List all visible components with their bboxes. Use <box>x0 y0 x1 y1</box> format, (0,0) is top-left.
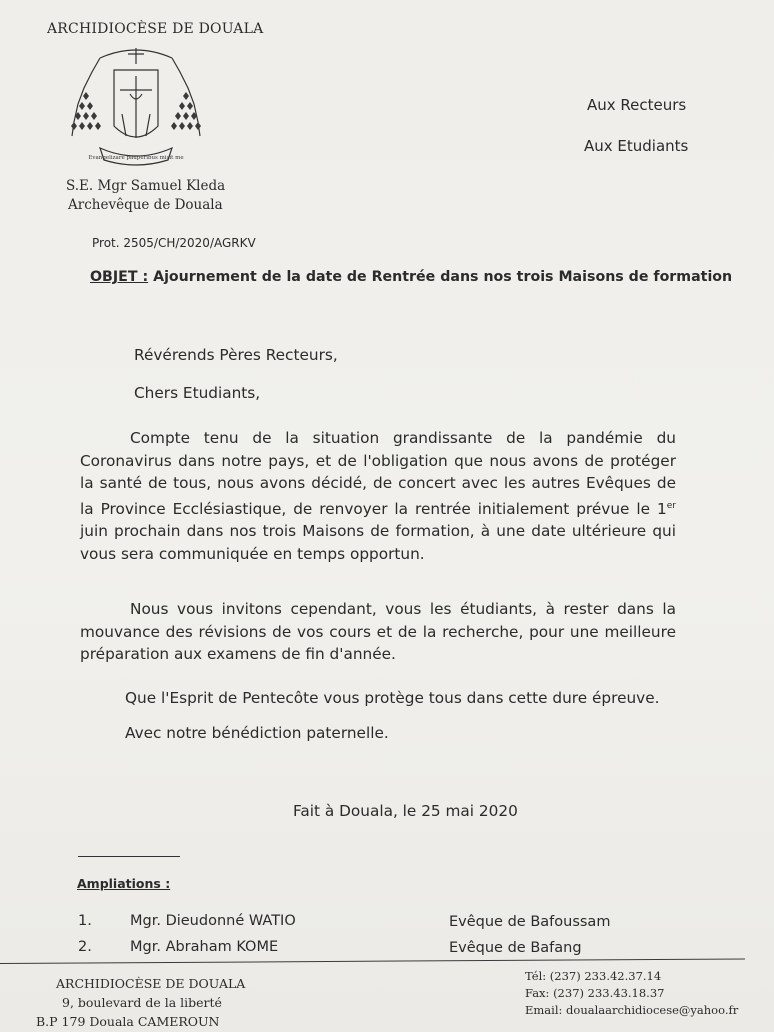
reference-number: Prot. 2505/CH/2020/AGRKV <box>92 236 256 250</box>
subject-text: Ajournement de la date de Rentrée dans nos trois Maisons de formation <box>153 269 733 285</box>
paragraph-decision-text-b: juin prochain dans nos trois Maisons de formation, à une date ultérieure qui vous sera communiquée en temps opportun. <box>80 522 676 563</box>
bishop-title: Archevêque de Douala <box>68 197 223 213</box>
ampliation-role-2: Evêque de Bafang <box>449 940 582 956</box>
footer-address <box>36 974 246 1031</box>
ampliation-name-1: Mgr. Dieudonné WATIO <box>130 913 296 929</box>
signature-rule <box>78 856 180 857</box>
subject-label: OBJET : <box>90 269 149 285</box>
recipient-students: Aux Etudiants <box>584 137 689 155</box>
ampliations-heading: Ampliations : <box>77 876 171 891</box>
paragraph-invitation <box>80 598 676 666</box>
paragraph-decision-text-a: Compte tenu de la situation grandissante de la pandémie du Coronavirus dans notre pays, et de l'obligation que nous avons de protéger la santé de tous, nous avons décidé, de concert avec les autres Evêques de la Province Ecclésiastique, de renvoyer la rentrée initialement prévue le 1 <box>80 429 676 518</box>
closing-blessing-paternal: Avec notre bénédiction paternelle. <box>125 724 389 742</box>
footer-contacts <box>525 968 738 1019</box>
place-and-date: Fait à Douala, le 25 mai 2020 <box>293 802 518 820</box>
footer-address-line-3: B.P 179 Douala CAMEROUN <box>36 1014 220 1029</box>
footer-phone: Tél: (237) 233.42.37.14 <box>525 969 662 983</box>
bishop-signature-block <box>66 177 225 215</box>
ampliation-num-2: 2. <box>78 939 92 955</box>
footer-address-line-1: ARCHIDIOCÈSE DE DOUALA <box>56 976 246 991</box>
footer-divider <box>0 958 745 964</box>
episcopal-coat-of-arms <box>70 44 202 172</box>
paragraph-decision <box>80 427 676 565</box>
ordinal-superscript: er <box>666 500 676 511</box>
ampliation-name-2: Mgr. Abraham KOME <box>130 939 279 955</box>
footer-email: Email: doualaarchidiocese@yahoo.fr <box>525 1003 739 1017</box>
svg-text:Evangelizare pauperibus misit: Evangelizare pauperibus misit me <box>88 155 184 161</box>
ampliation-num-1: 1. <box>78 913 92 929</box>
footer-fax: Fax: (237) 233.43.18.37 <box>525 986 665 1000</box>
ampliation-role-1: Evêque de Bafoussam <box>449 914 611 930</box>
closing-blessing-spirit: Que l'Esprit de Pentecôte vous protège tous dans cette dure épreuve. <box>125 689 660 707</box>
recipient-rectors: Aux Recteurs <box>587 96 687 114</box>
archdiocese-title: ARCHIDIOCÈSE DE DOUALA <box>47 21 264 37</box>
subject-line <box>90 269 732 285</box>
bishop-name: S.E. Mgr Samuel Kleda <box>66 178 226 194</box>
paragraph-invitation-text: Nous vous invitons cependant, vous les étudiants, à rester dans la mouvance des révisions de vos cours et de la recherche, pour une meilleure préparation aux examens de fin d'année. <box>80 600 676 663</box>
salutation-students: Chers Etudiants, <box>134 384 261 402</box>
salutation-rectors: Révérends Pères Recteurs, <box>134 346 338 364</box>
footer-address-line-2: 9, boulevard de la liberté <box>62 995 222 1010</box>
